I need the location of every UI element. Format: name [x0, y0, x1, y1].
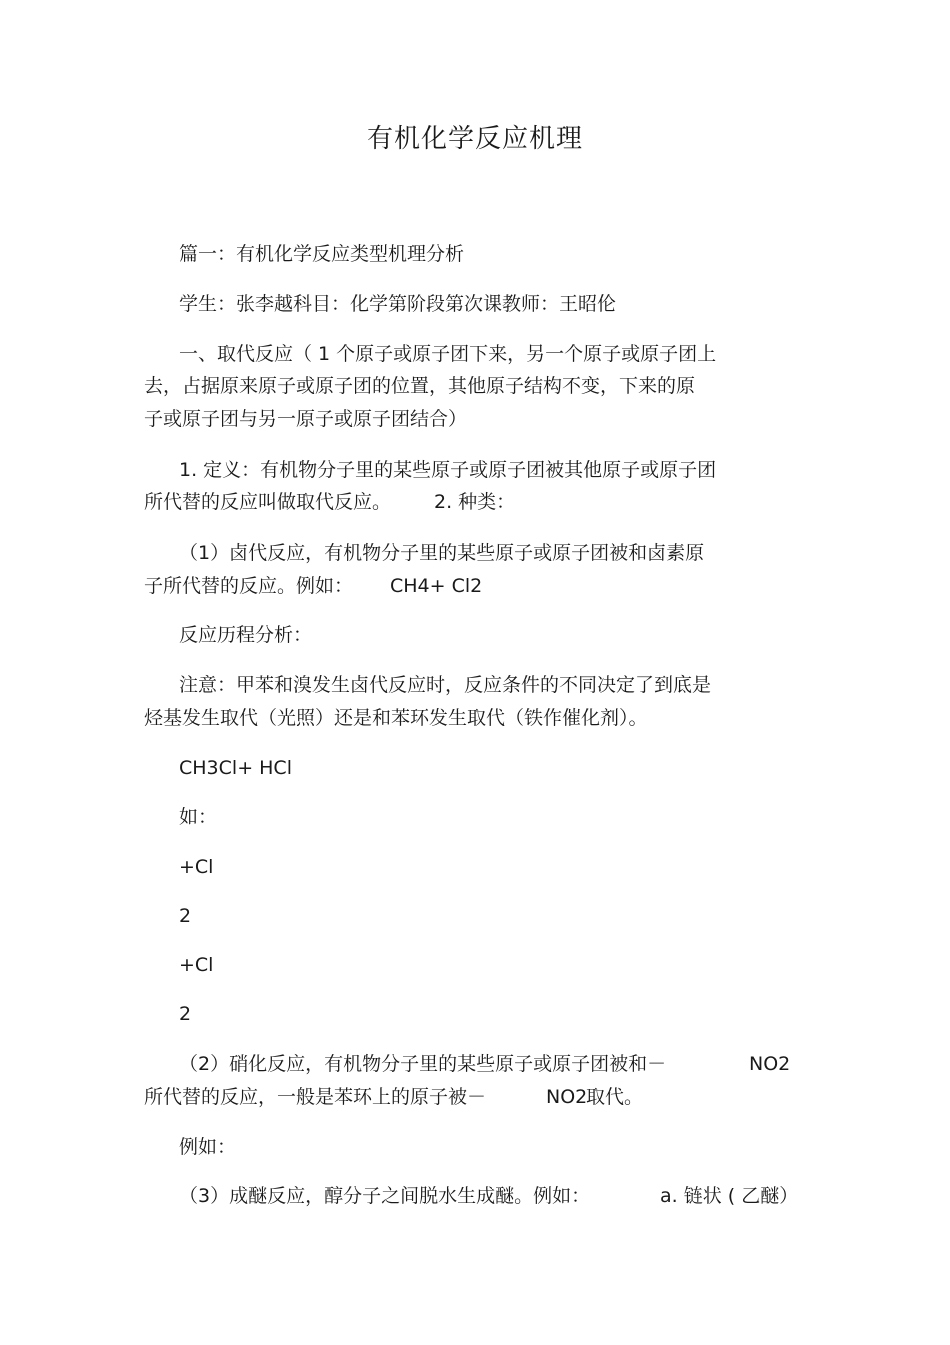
formula: NO2	[749, 1053, 791, 1075]
text-line: 篇一：有机化学反应类型机理分析	[179, 243, 465, 265]
formula: 2	[179, 1003, 192, 1025]
text-line: （2）硝化反应，有机物分子里的某些原子或原子团被和－	[179, 1053, 667, 1075]
text-line: 如：	[179, 806, 218, 828]
text-line: 1. 定义：有机物分子里的某些原子或原子团被其他原子或原子团	[179, 459, 717, 481]
text-line: 所代替的反应叫做取代反应。	[144, 491, 392, 513]
formula: CH3Cl+ HCl	[179, 757, 292, 779]
formula: +Cl	[179, 856, 214, 878]
text-line: （1）卤代反应，有机物分子里的某些原子或原子团被和卤素原	[179, 542, 705, 564]
text-line: 子所代替的反应。例如：	[144, 575, 354, 597]
text-line: 所代替的反应，一般是苯环上的原子被－	[144, 1086, 487, 1108]
text-line: 子或原子团与另一原子或原子团结合）	[144, 408, 468, 430]
text-line: 烃基发生取代（光照）还是和苯环发生取代（铁作催化剂）。	[144, 707, 648, 729]
text-line: 例如：	[179, 1136, 237, 1158]
text-line: 2. 种类：	[434, 491, 516, 513]
text-line: 反应历程分析：	[179, 624, 313, 646]
text-line: 一、取代反应（ 1 个原子或原子团下来，另一个原子或原子团上	[179, 343, 717, 365]
formula: CH4+ Cl2	[390, 575, 483, 597]
text-line: 取代。	[586, 1086, 644, 1108]
formula: 2	[179, 905, 192, 927]
text-line: a. 链状 ( 乙醚）	[660, 1185, 799, 1207]
text-line: 学生：张李越科目：化学第阶段第次课教师：王昭伦	[179, 293, 617, 315]
text-line: （3）成醚反应，醇分子之间脱水生成醚。例如：	[179, 1185, 591, 1207]
formula: NO2	[546, 1086, 588, 1108]
text-line: 去，占据原来原子或原子团的位置，其他原子结构不变，下来的原	[144, 375, 696, 397]
formula: +Cl	[179, 954, 214, 976]
text-line: 注意：甲苯和溴发生卤代反应时，反应条件的不同决定了到底是	[179, 674, 712, 696]
page-title: 有机化学反应机理	[366, 124, 583, 154]
